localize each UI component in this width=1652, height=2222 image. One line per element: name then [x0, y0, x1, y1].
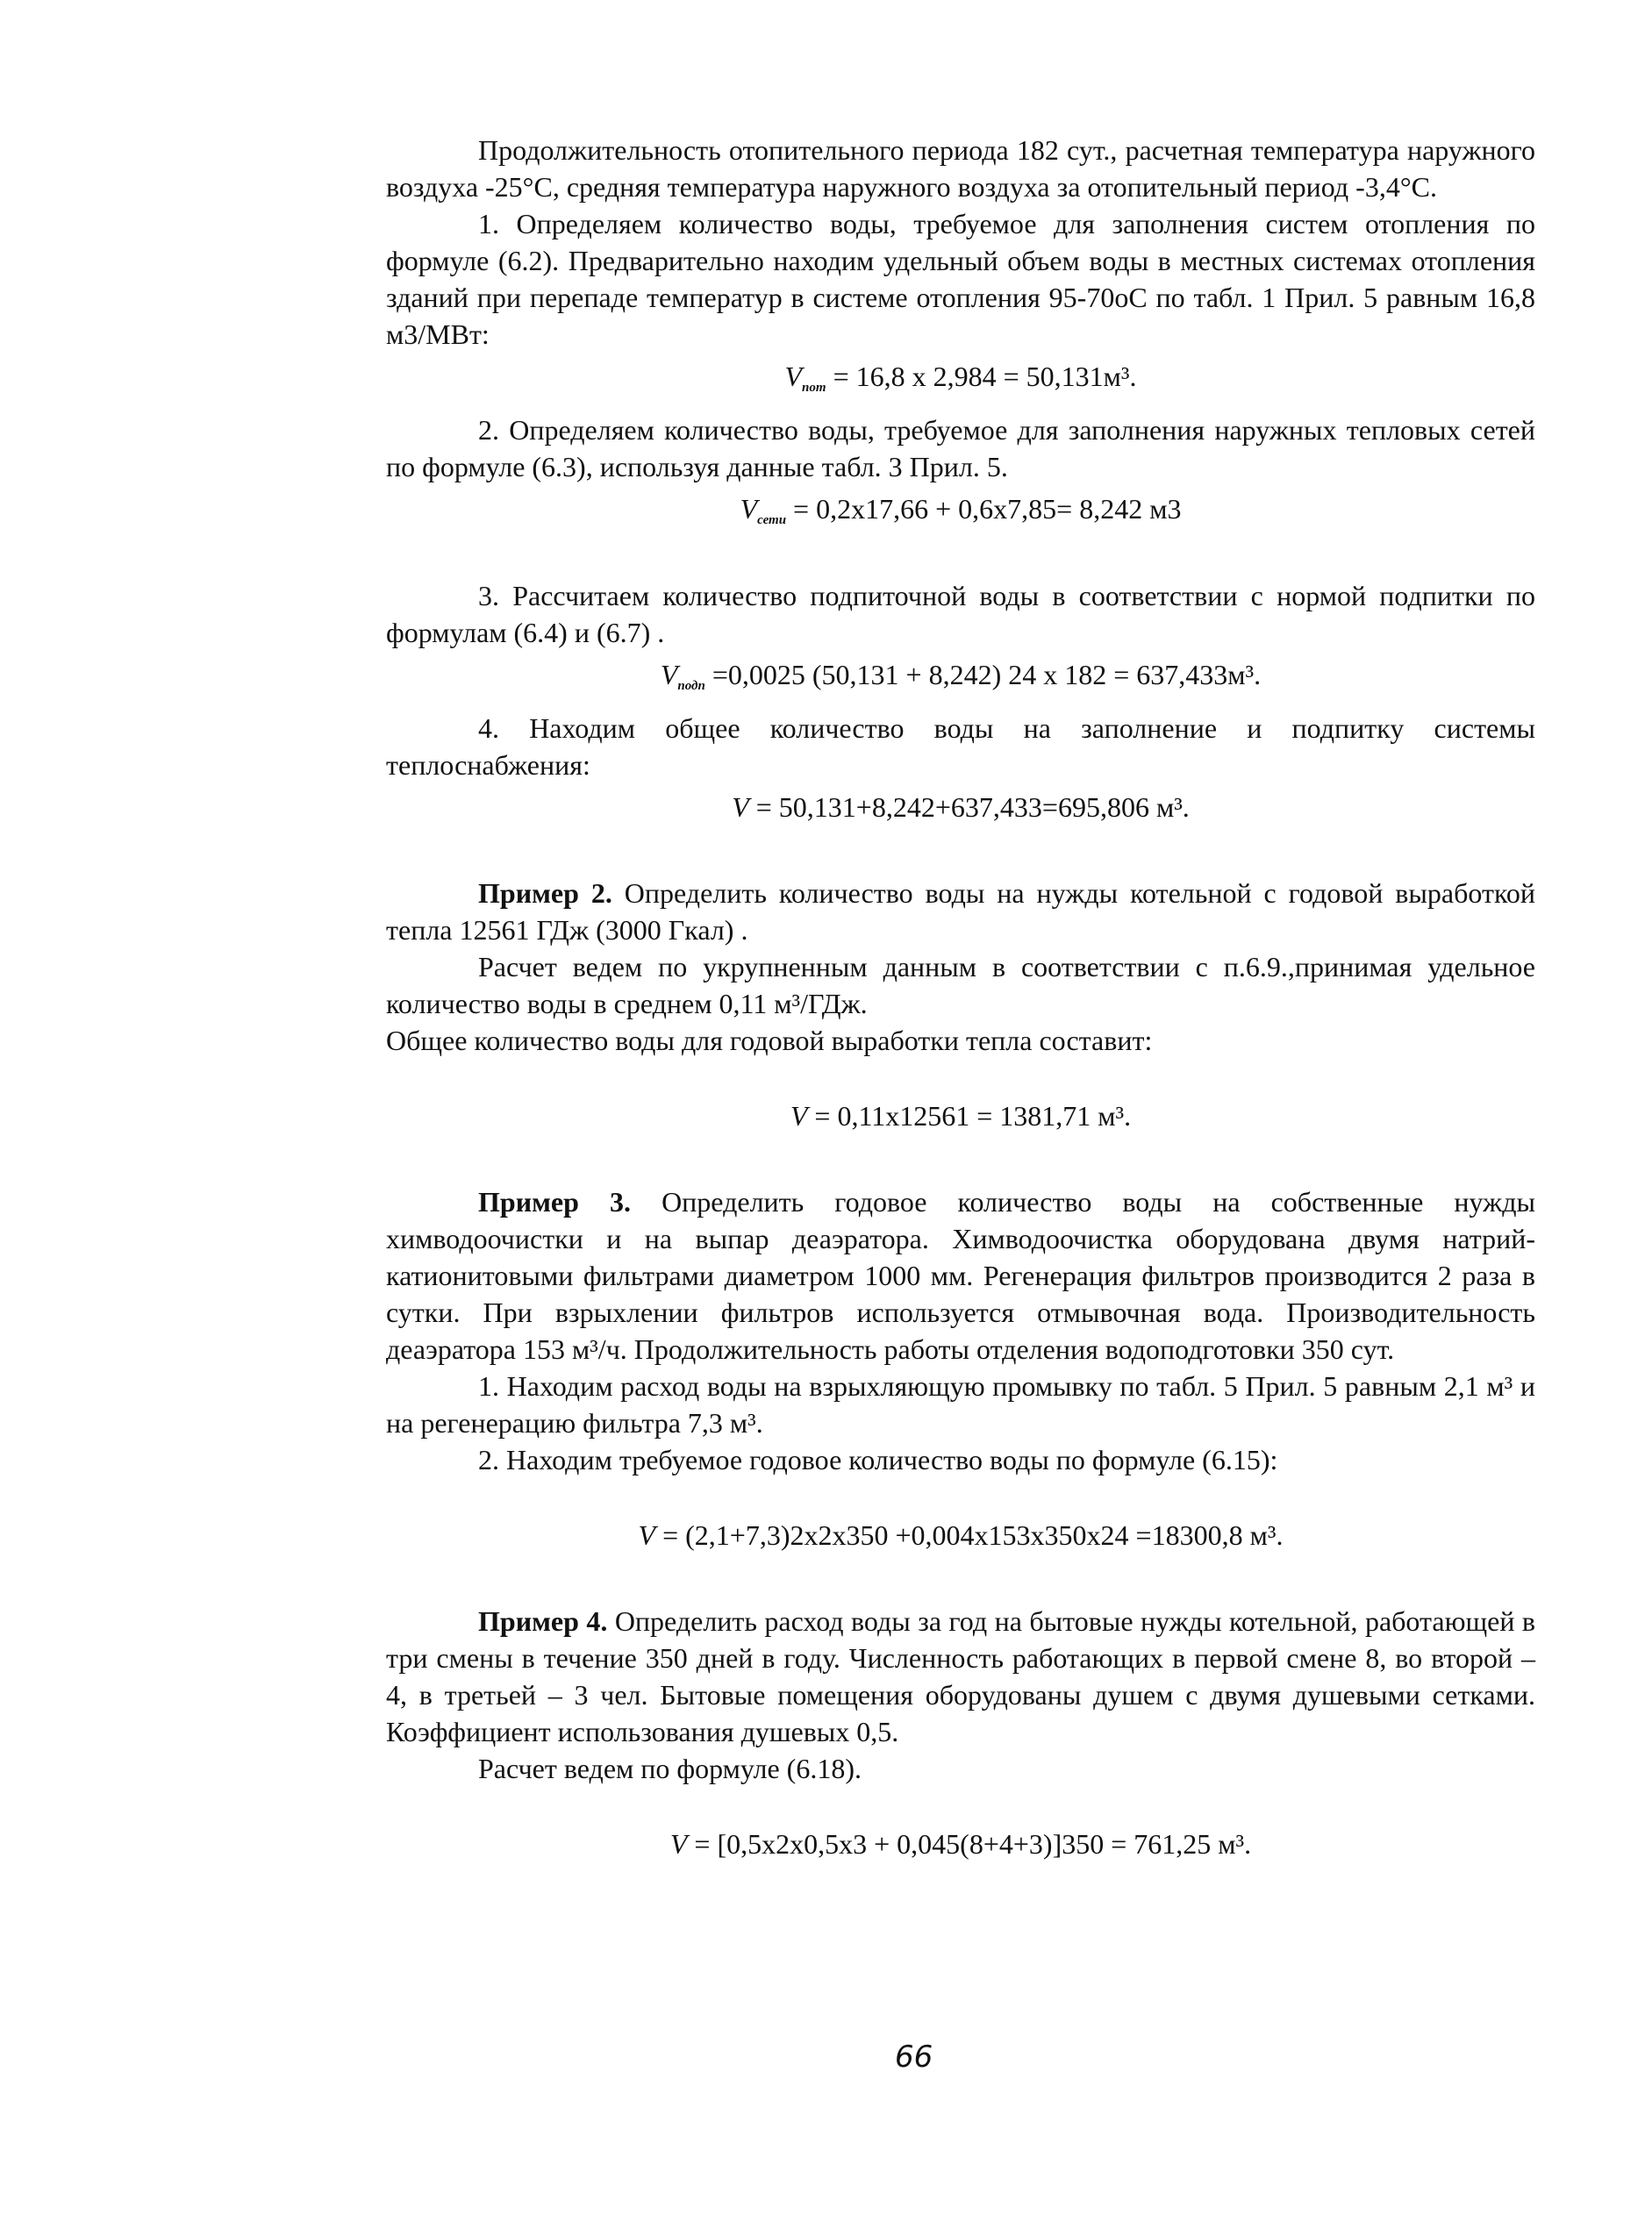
formula-variable: V	[732, 791, 749, 823]
step4-paragraph: 4. Находим общее количество воды на заполнение и подпитку системы теплоснабжения:	[386, 712, 1535, 781]
spacer	[386, 1478, 1535, 1511]
example2-text: Определить количество воды на нужды котельной с годовой выработкой тепла 12561 ГДж (3000 Гкал) .	[386, 877, 1536, 946]
spacer	[386, 831, 1535, 875]
formula-expression: = 50,131+8,242+637,433=695,806 м³.	[748, 791, 1190, 823]
formula-variable: V	[638, 1519, 656, 1551]
example3-step1: 1. Находим расход воды на взрыхляющую промывку по табл. 5 Прил. 5 равным 2,1 м³ и на регенерацию фильтра 7,3 м³.	[386, 1370, 1535, 1439]
page-number: 66	[895, 2040, 933, 2075]
intro-paragraph: Продолжительность отопительного периода 182 сут., расчетная температура наружного воздуха -25°С, средняя температура наружного воздуха за отопительный период -3,4°С.	[386, 134, 1535, 203]
step2-paragraph: 2. Определяем количество воды, требуемое для заполнения наружных тепловых сетей по формуле (6.3), используя данные табл. 3 Прил. 5.	[386, 414, 1535, 482]
formula-expression: = 16,8 х 2,984 = 50,131м³.	[826, 361, 1137, 392]
formula-v-podp	[386, 656, 1535, 704]
example3-text: Определить годовое количество воды на собственные нужды химводоочистки и на выпар деаэратора. Химводоочистка оборудована двумя натрий-катионитовыми фильтрами диаметром 1000 мм. Регенерация фильтров производится 2 раза в сутки. При взрыхлении фильтров используется отмывочная вода. Производительность деаэратора 153 м³/ч. Продолжительность работы отделения водоподготовки 350 сут.	[386, 1186, 1536, 1365]
formula-expression: =0,0025 (50,131 + 8,242) 24 х 182 = 637,433м³.	[704, 659, 1262, 690]
example3-paragraph	[386, 1183, 1535, 1368]
spacer	[386, 1787, 1535, 1820]
formula-variable: V	[784, 361, 803, 392]
formula-v-seti	[386, 490, 1535, 539]
formula-expression: = [0,5х2х0,5х3 + 0,045(8+4+3)]350 = 761,25 м³.	[687, 1828, 1252, 1860]
formula-variable: V	[660, 659, 678, 690]
formula-v-pot	[386, 358, 1535, 406]
spacer	[386, 544, 1535, 577]
example4-paragraph	[386, 1603, 1535, 1750]
formula-subscript: пот	[802, 381, 826, 395]
formula-variable: V	[790, 1100, 808, 1132]
formula-variable: V	[669, 1828, 688, 1860]
example2-paragraph	[386, 875, 1535, 948]
formula-v-total	[386, 789, 1535, 825]
example3-label: Пример 3.	[478, 1186, 631, 1218]
spacer	[386, 1059, 1535, 1092]
formula-expression: = 0,11х12561 = 1381,71 м³.	[807, 1100, 1132, 1132]
step1-paragraph: 1. Определяем количество воды, требуемое для заполнения систем отопления по формуле (6.2). Предварительно находим удельный объем воды в местных системах отопления зданий при перепаде температур в системе отопления 95-70оС по табл. 1 Прил. 5 равным 16,8 м3/МВт:	[386, 208, 1535, 350]
example2-calc: Расчет ведем по укрупненным данным в соответствии с п.6.9.,принимая удельное количество воды в среднем 0,11 м³/ГДж.	[386, 951, 1535, 1019]
example2-total: Общее количество воды для годовой выработки тепла составит:	[386, 1025, 1153, 1056]
example4-label: Пример 4.	[478, 1605, 608, 1637]
formula-subscript: сети	[757, 513, 787, 527]
example2-label: Пример 2.	[478, 877, 612, 909]
formula-example4	[386, 1825, 1535, 1862]
page-content	[386, 132, 1535, 1868]
step3-paragraph: 3. Рассчитаем количество подпиточной воды в соответствии с нормой подпитки по формулам (6.4) и (6.7) .	[386, 580, 1535, 648]
formula-subscript: подп	[677, 679, 705, 693]
formula-expression: = 0,2х17,66 + 0,6х7,85= 8,242 м3	[786, 493, 1182, 525]
formula-example2	[386, 1097, 1535, 1134]
example3-step2: 2. Находим требуемое годовое количество воды по формуле (6.15):	[478, 1444, 1278, 1475]
formula-variable: V	[740, 493, 758, 525]
spacer	[386, 1140, 1535, 1183]
formula-example3	[386, 1517, 1535, 1554]
example4-text: Определить расход воды за год на бытовые нужды котельной, работающей в три смены в течение 350 дней в году. Численность работающих в первой смене 8, во второй – 4, в третьей – 3 чел. Бытовые помещения оборудованы душем с двумя душевыми сетками. Коэффициент использования душевых 0,5.	[386, 1605, 1536, 1747]
example4-calc: Расчет ведем по формуле (6.18).	[478, 1753, 862, 1784]
spacer	[386, 1559, 1535, 1603]
formula-expression: = (2,1+7,3)2х2х350 +0,004х153х350х24 =18300,8 м³.	[655, 1519, 1284, 1551]
